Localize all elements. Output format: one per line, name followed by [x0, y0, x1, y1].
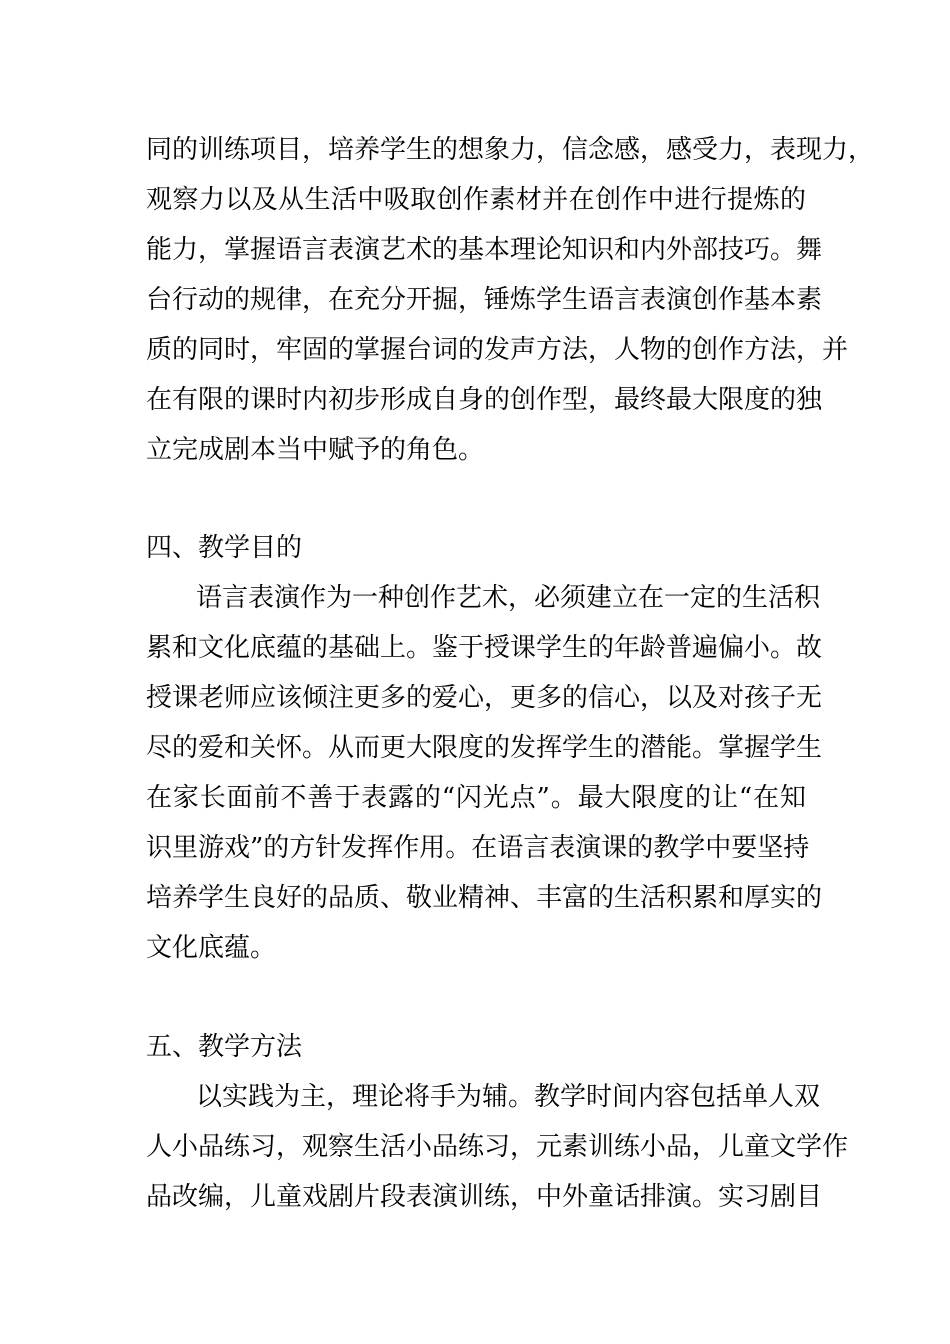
text-line: 品改编，儿童戏剧片段表演训练，中外童话排演。实习剧目	[146, 1182, 823, 1212]
section-heading-4: 四、教学目的	[146, 533, 303, 563]
text-line: 尽的爱和关怀。从而更大限度的发挥学生的潜能。掌握学生	[146, 733, 823, 763]
text-line: 在有限的课时内初步形成自身的创作型，最终最大限度的独	[146, 385, 823, 415]
text-line: 在家长面前不善于表露的“闪光点”。最大限度的让“在知	[146, 783, 806, 813]
text-line: 观察力以及从生活中吸取创作素材并在创作中进行提炼的	[146, 185, 806, 215]
text-line: 台行动的规律，在充分开掘，锤炼学生语言表演创作基本素	[146, 285, 823, 315]
text-line: 能力，掌握语言表演艺术的基本理论知识和内外部技巧。舞	[146, 235, 823, 265]
text-line: 同的训练项目，培养学生的想象力，信念感，感受力，表现力，	[146, 135, 875, 165]
text-line: 质的同时，牢固的掌握台词的发声方法，人物的创作方法，并	[146, 335, 849, 365]
text-line: 培养学生良好的品质、敬业精神、丰富的生活积累和厚实的	[146, 883, 823, 913]
text-line: 立完成剧本当中赋予的角色。	[146, 435, 485, 465]
text-line: 人小品练习，观察生活小品练习，元素训练小品，儿童文学作	[146, 1132, 849, 1162]
text-line: 文化底蕴。	[146, 933, 277, 963]
text-line: 授课老师应该倾注更多的爱心，更多的信心，以及对孩子无	[146, 683, 823, 713]
text-line: 识里游戏”的方针发挥作用。在语言表演课的教学中要坚持	[146, 833, 810, 863]
text-line: 累和文化底蕴的基础上。鉴于授课学生的年龄普遍偏小。故	[146, 633, 823, 663]
text-line: 语言表演作为一种创作艺术，必须建立在一定的生活积	[196, 583, 821, 613]
section-heading-5: 五、教学方法	[146, 1032, 303, 1062]
text-line: 以实践为主，理论将手为辅。教学时间内容包括单人双	[196, 1082, 821, 1112]
